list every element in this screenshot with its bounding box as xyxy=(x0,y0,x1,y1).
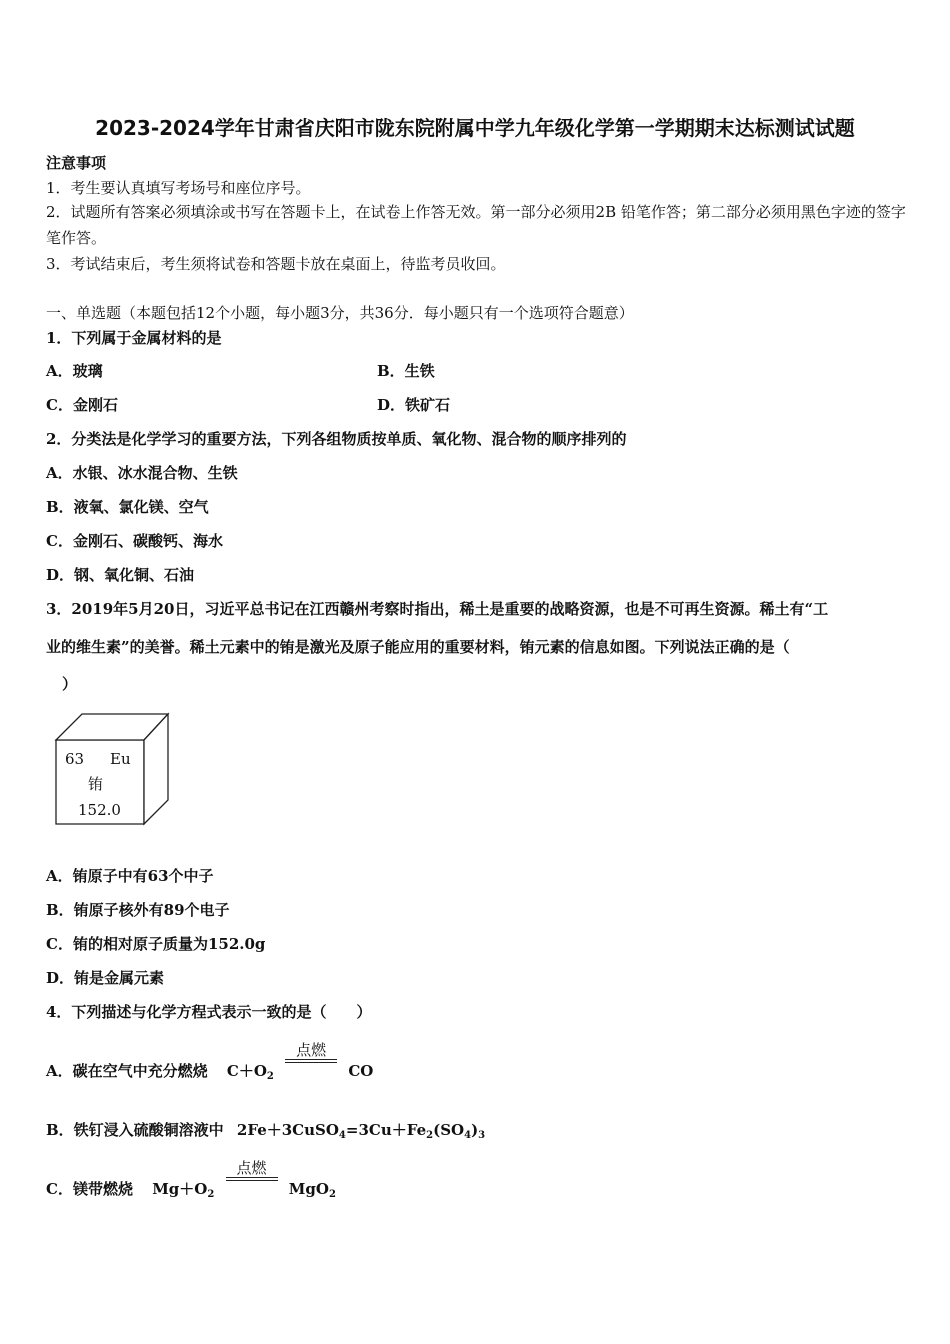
element-cell-figure xyxy=(52,712,172,828)
q1-option-a: A．玻璃 xyxy=(46,362,103,380)
q4-b-s3: 4 xyxy=(464,1130,472,1141)
q4-c-condition: 点燃 xyxy=(236,1159,267,1177)
q3-option-c: C．铕的相对原子质量为152.0g xyxy=(46,935,266,953)
q4-b-p1: 2Fe＋3CuSO xyxy=(236,1121,339,1139)
q1-option-d: D．铁矿石 xyxy=(377,396,451,414)
q4-a-text: A．碳在空气中充分燃烧 xyxy=(46,1062,208,1080)
q2-option-b: B．液氧、氯化镁、空气 xyxy=(46,498,209,516)
q4-b-s2: 2 xyxy=(426,1130,434,1141)
q3-option-a: A．铕原子中有63个中子 xyxy=(46,867,214,885)
notice-item-1: 1．考生要认真填写考场号和座位序号。 xyxy=(46,179,311,197)
q4-a-left: C＋O xyxy=(226,1062,267,1080)
element-mass: 152.0 xyxy=(78,801,121,819)
element-atomic-number: 63 xyxy=(65,750,85,768)
q4-b-p4: ) xyxy=(471,1121,479,1139)
q4-c-sub: 2 xyxy=(207,1189,215,1200)
q4-c-right: MgO xyxy=(288,1180,329,1198)
q3-stem-line-1: 3．2019年5月20日，习近平总书记在江西赣州考察时指出，稀土是重要的战略资源，也是不可再生资源。稀土有“工 xyxy=(46,600,829,618)
section-heading: 一、单选题（本题包括12个小题，每小题3分，共36分．每小题只有一个选项符合题意） xyxy=(46,304,634,322)
q4-a-condition-sign xyxy=(285,1041,337,1079)
q4-stem: 4．下列描述与化学方程式表示一致的是（ ） xyxy=(46,1003,372,1021)
q2-option-c: C．金刚石、碳酸钙、海水 xyxy=(46,532,223,550)
q4-a-right: CO xyxy=(348,1062,374,1080)
q4-c-condition-sign xyxy=(226,1159,278,1197)
q3-stem-line-2: 业的维生素”的美誉。稀土元素中的铕是激光及原子能应用的重要材料，铕元素的信息如图。下列说法正确的是（ xyxy=(46,638,790,656)
q4-b-text: B．铁钉浸入硫酸铜溶液中 xyxy=(46,1121,224,1139)
q2-option-a: A．水银、冰水混合物、生铁 xyxy=(46,464,238,482)
notice-heading: 注意事项 xyxy=(46,154,107,172)
q1-option-b: B．生铁 xyxy=(377,362,435,380)
q4-c-rsub: 2 xyxy=(328,1189,336,1200)
q2-option-d: D．钢、氧化铜、石油 xyxy=(46,566,195,584)
element-symbol: Eu xyxy=(110,750,131,768)
q4-option-b xyxy=(46,1119,485,1140)
q4-b-s4: 3 xyxy=(478,1130,486,1141)
q3-option-d: D．铕是金属元素 xyxy=(46,969,165,987)
q4-b-p2: =3Cu＋Fe xyxy=(345,1121,427,1139)
notice-item-2: 2．试题所有答案必须填涂或书写在答题卡上，在试卷上作答无效。第一部分必须用2B 铅笔作答；第二部分必须用黑色字迹的签字笔作答。 xyxy=(46,203,906,247)
q4-a-sub: 2 xyxy=(266,1071,274,1082)
q1-option-c: C．金刚石 xyxy=(46,396,118,414)
q3-stem-line-3: ） xyxy=(62,675,78,693)
q4-b-s1: 4 xyxy=(338,1130,346,1141)
element-name: 铕 xyxy=(88,775,104,793)
q4-c-text: C．镁带燃烧 xyxy=(46,1180,133,1198)
q2-stem: 2．分类法是化学学习的重要方法，下列各组物质按单质、氧化物、混合物的顺序排列的 xyxy=(46,430,627,448)
q4-a-condition: 点燃 xyxy=(296,1041,327,1059)
q4-b-p3: (SO xyxy=(433,1121,465,1139)
q1-stem: 1．下列属于金属材料的是 xyxy=(46,329,222,347)
q4-option-c xyxy=(46,1159,336,1200)
q3-option-b: B．铕原子核外有89个电子 xyxy=(46,901,230,919)
notice-item-3: 3．考试结束后，考生须将试卷和答题卡放在桌面上，待监考员收回。 xyxy=(46,255,506,273)
q4-c-left: Mg＋O xyxy=(152,1180,208,1198)
page-title: 2023-2024学年甘肃省庆阳市陇东院附属中学九年级化学第一学期期末达标测试试题 xyxy=(95,116,855,140)
q4-option-a xyxy=(46,1041,374,1082)
